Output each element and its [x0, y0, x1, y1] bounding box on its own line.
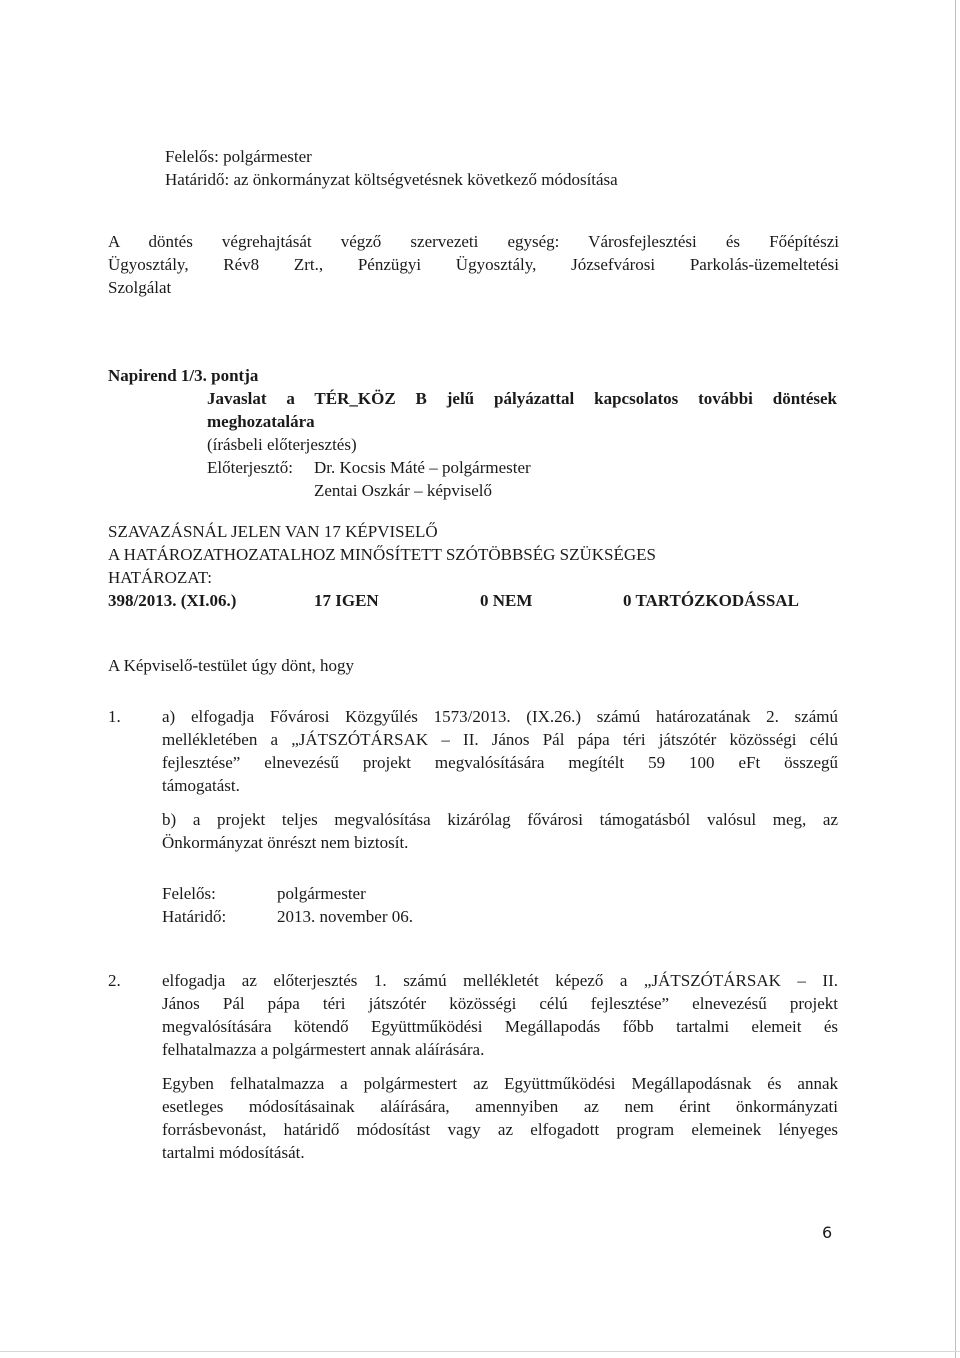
vote-majority: A HATÁROZATHOZATALHOZ MINŐSÍTETT SZÓTÖBBSÉG SZÜKSÉGES: [108, 545, 656, 564]
resolution-number: 398/2013. (XI.06.): [108, 591, 237, 610]
vote-yes: 17 IGEN: [314, 591, 379, 610]
point-1-number: 1.: [108, 707, 121, 726]
presenter-label: Előterjesztő:: [207, 458, 293, 477]
point-1-deadline-label: Határidő:: [162, 907, 227, 926]
scan-edge-right: [955, 0, 956, 1358]
point-1b-line-1: b) a projekt teljes megvalósítása kizárólag fővárosi támogatásból valósul meg, az: [162, 810, 838, 829]
point-2-p2-line-4: tartalmi módosítását.: [162, 1143, 305, 1162]
point-2-p2-line-2: esetleges módosításainak aláírására, amennyiben az nem érint önkormányzati: [162, 1097, 838, 1116]
page-number: 6: [822, 1223, 833, 1242]
agenda-item: Napirend 1/3. pontja: [108, 366, 259, 385]
agenda-title-line-2: meghozatalára: [207, 412, 315, 431]
point-1-deadline-value: 2013. november 06.: [277, 907, 413, 926]
point-2-p1-line-1: elfogadja az előterjesztés 1. számú mellékletét képező a „JÁTSZÓTÁRSAK – II.: [162, 971, 838, 990]
point-2-number: 2.: [108, 971, 121, 990]
deadline-line: Határidő: az önkormányzat költségvetésnek következő módosítása: [165, 170, 618, 189]
executor-line-2: Ügyosztály, Rév8 Zrt., Pénzügyi Ügyosztály, Józsefvárosi Parkolás-üzemeltetési: [108, 255, 839, 274]
presenter-2: Zentai Oszkár – képviselő: [314, 481, 492, 500]
vote-present: SZAVAZÁSNÁL JELEN VAN 17 KÉPVISELŐ: [108, 522, 438, 541]
presenter-1: Dr. Kocsis Máté – polgármester: [314, 458, 531, 477]
point-2-p1-line-3: megvalósítására kötendő Együttműködési Megállapodás főbb tartalmi elemeit és: [162, 1017, 838, 1036]
executor-line-3: Szolgálat: [108, 278, 172, 297]
resolution-label: HATÁROZAT:: [108, 568, 212, 587]
point-1a-line-3: fejlesztése” elnevezésű projekt megvalósítására megítélt 59 100 eFt összegű: [162, 753, 838, 772]
point-1-responsible-value: polgármester: [277, 884, 366, 903]
written-proposal: (írásbeli előterjesztés): [207, 435, 357, 454]
point-1a-line-2: mellékletében a „JÁTSZÓTÁRSAK – II. János Pál pápa téri játszótér közösségi célú: [162, 730, 838, 749]
point-1-responsible-label: Felelős:: [162, 884, 216, 903]
point-1a-line-1: a) elfogadja Fővárosi Közgyűlés 1573/2013. (IX.26.) számú határozatának 2. számú: [162, 707, 838, 726]
agenda-title-line-1: Javaslat a TÉR_KÖZ B jelű pályázattal kapcsolatos további döntések: [207, 389, 837, 408]
point-2-p1-line-4: felhatalmazza a polgármestert annak aláírására.: [162, 1040, 485, 1059]
point-2-p2-line-1: Egyben felhatalmazza a polgármestert az Együttműködési Megállapodásnak és annak: [162, 1074, 838, 1093]
executor-line-1: A döntés végrehajtását végző szervezeti egység: Városfejlesztési és Főépítészi: [108, 232, 839, 251]
decision-intro: A Képviselő-testület úgy dönt, hogy: [108, 656, 355, 675]
point-1a-line-4: támogatást.: [162, 776, 240, 795]
scan-edge-bottom: [0, 1351, 960, 1352]
vote-abstain: 0 TARTÓZKODÁSSAL: [623, 591, 799, 610]
point-1b-line-2: Önkormányzat önrészt nem biztosít.: [162, 833, 409, 852]
responsible-line: Felelős: polgármester: [165, 147, 312, 166]
point-2-p2-line-3: forrásbevonást, határidő módosítást vagy az elfogadott program elemeinek lényeges: [162, 1120, 838, 1139]
vote-no: 0 NEM: [480, 591, 533, 610]
point-2-p1-line-2: János Pál pápa téri játszótér közösségi célú fejlesztése” elnevezésű projekt: [162, 994, 838, 1013]
